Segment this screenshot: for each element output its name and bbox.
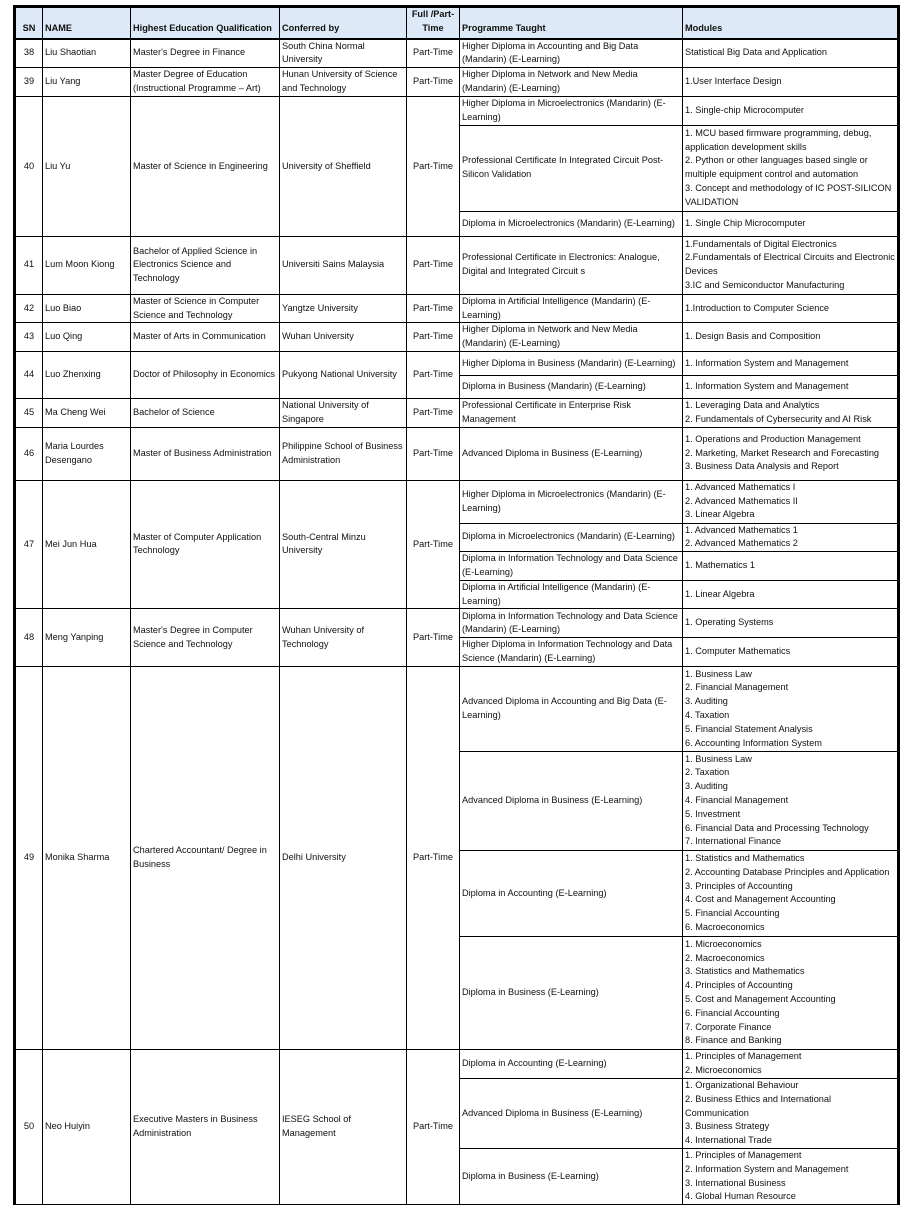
programme-cell: Higher Diploma in Microelectronics (Mandarin) (E-Learning) <box>460 97 683 126</box>
modules-cell <box>683 211 899 236</box>
modules-cell <box>683 323 899 352</box>
module-item: 1.Introduction to Computer Science <box>685 302 830 313</box>
module-item: 1. Design Basis and Composition <box>685 331 821 342</box>
programme-cell: Diploma in Microelectronics (Mandarin) (E-Learning) <box>460 211 683 236</box>
module-item: 1.User Interface Design <box>685 76 782 87</box>
qualification-cell: Master of Computer Application Technology <box>131 480 280 609</box>
conferred-by-cell: Delhi University <box>280 666 407 1049</box>
qualification-cell: Master of Business Administration <box>131 427 280 480</box>
conferred-by-cell: South China Normal University <box>280 39 407 68</box>
module-item: 7. Corporate Finance <box>685 1021 772 1032</box>
mode-cell: Part-Time <box>407 480 460 609</box>
name-cell: Mei Jun Hua <box>43 480 131 609</box>
table-row <box>15 323 899 352</box>
module-item: 3. Concept and methodology of IC POST-SILICON VALIDATION <box>685 183 892 207</box>
sn-cell: 42 <box>15 294 43 323</box>
header-mode: Full /Part-Time <box>407 7 460 39</box>
faculty-table <box>13 5 900 1205</box>
sn-cell: 41 <box>15 236 43 294</box>
header-programme: Programme Taught <box>460 7 683 39</box>
modules-cell <box>683 1148 899 1204</box>
name-cell: Ma Cheng Wei <box>43 398 131 427</box>
mode-cell: Part-Time <box>407 294 460 323</box>
table-row <box>15 480 899 523</box>
table-row <box>15 1049 899 1078</box>
module-item: 2. Python or other languages based single or multiple equipment control and automation <box>685 155 868 180</box>
module-item: 1. Linear Algebra <box>685 588 755 599</box>
conferred-by-cell: Wuhan University <box>280 323 407 352</box>
programme-cell: Advanced Diploma in Business (E-Learning) <box>460 427 683 480</box>
mode-cell: Part-Time <box>407 97 460 237</box>
module-item: 1. Operations and Production Management <box>685 433 861 444</box>
conferred-by-cell: National University of Singapore <box>280 398 407 427</box>
modules-cell <box>683 523 899 552</box>
name-cell: Neo Huiyin <box>43 1049 131 1204</box>
name-cell: Liu Yang <box>43 68 131 97</box>
header-qualification: Highest Education Qualification <box>131 7 280 39</box>
header-modules: Modules <box>683 7 899 39</box>
module-item: 1. Principles of Management <box>685 1149 802 1160</box>
module-item: 2. Accounting Database Principles and Application <box>685 866 890 877</box>
module-item: 3. Business Strategy <box>685 1121 770 1132</box>
module-item: 3. Statistics and Mathematics <box>685 966 805 977</box>
qualification-cell: Master's Degree in Computer Science and Technology <box>131 609 280 667</box>
conferred-by-cell: Philippine School of Business Administration <box>280 427 407 480</box>
modules-cell <box>683 125 899 211</box>
conferred-by-cell: Hunan University of Science and Technology <box>280 68 407 97</box>
name-cell: Meng Yanping <box>43 609 131 667</box>
header-sn: SN <box>15 7 43 39</box>
module-item: 2. Advanced Mathematics II <box>685 495 798 506</box>
qualification-cell: Chartered Accountant/ Degree in Business <box>131 666 280 1049</box>
programme-cell: Professional Certificate In Integrated Circuit Post-Silicon Validation <box>460 125 683 211</box>
table-row <box>15 294 899 323</box>
programme-cell: Diploma in Artificial Intelligence (Mandarin) (E-Learning) <box>460 294 683 323</box>
module-item: 1. Organizational Behaviour <box>685 1079 799 1090</box>
programme-cell: Professional Certificate in Enterprise Risk Management <box>460 398 683 427</box>
modules-cell <box>683 1049 899 1078</box>
module-item: 1. Leveraging Data and Analytics <box>685 399 820 410</box>
mode-cell: Part-Time <box>407 323 460 352</box>
module-item: 5. Cost and Management Accounting <box>685 993 836 1004</box>
name-cell: Lum Moon Kiong <box>43 236 131 294</box>
table-row <box>15 68 899 97</box>
name-cell: Luo Qing <box>43 323 131 352</box>
modules-cell <box>683 1078 899 1148</box>
programme-cell: Higher Diploma in Information Technology and Data Science (Mandarin) (E-Learning) <box>460 638 683 667</box>
module-item: 1. Information System and Management <box>685 381 849 392</box>
modules-cell <box>683 552 899 581</box>
module-item: 2. Microeconomics <box>685 1064 762 1075</box>
module-item: 4. Principles of Accounting <box>685 980 793 991</box>
sn-cell: 46 <box>15 427 43 480</box>
qualification-cell: Bachelor of Applied Science in Electronics Science and Technology <box>131 236 280 294</box>
programme-cell: Diploma in Information Technology and Data Science (Mandarin) (E-Learning) <box>460 609 683 638</box>
programme-cell: Advanced Diploma in Accounting and Big Data (E-Learning) <box>460 666 683 751</box>
sn-cell: 43 <box>15 323 43 352</box>
module-item: 1. Single-chip Microcomputer <box>685 105 804 116</box>
module-item: 1. Principles of Management <box>685 1051 802 1062</box>
module-item: 2. Financial Management <box>685 682 789 693</box>
header-conferred-by: Conferred by <box>280 7 407 39</box>
module-item: 3. Auditing <box>685 696 728 707</box>
module-item: 2. Business Ethics and International Communication <box>685 1093 832 1118</box>
module-item: 6. Accounting Information System <box>685 737 822 748</box>
module-item: 3. Auditing <box>685 781 728 792</box>
conferred-by-cell: South-Central Minzu University <box>280 480 407 609</box>
module-item: 1. Microeconomics <box>685 938 762 949</box>
modules-cell <box>683 97 899 126</box>
programme-cell: Advanced Diploma in Business (E-Learning) <box>460 751 683 850</box>
module-item: 1. Business Law <box>685 668 752 679</box>
modules-cell <box>683 480 899 523</box>
module-item: 1. Operating Systems <box>685 617 774 628</box>
module-item: 8. Finance and Banking <box>685 1035 782 1046</box>
table-row <box>15 39 899 68</box>
programme-cell: Diploma in Microelectronics (Mandarin) (E-Learning) <box>460 523 683 552</box>
sn-cell: 48 <box>15 609 43 667</box>
modules-cell <box>683 580 899 609</box>
name-cell: Liu Shaotian <box>43 39 131 68</box>
module-item: 4. Cost and Management Accounting <box>685 894 836 905</box>
mode-cell: Part-Time <box>407 427 460 480</box>
name-cell: Luo Biao <box>43 294 131 323</box>
module-item: 1. Business Law <box>685 753 752 764</box>
header-name: NAME <box>43 7 131 39</box>
modules-cell <box>683 850 899 936</box>
sn-cell: 45 <box>15 398 43 427</box>
module-item: 1. MCU based firmware programming, debug, application development skills <box>685 127 872 152</box>
programme-cell: Diploma in Information Technology and Data Science (E-Learning) <box>460 552 683 581</box>
name-cell: Liu Yu <box>43 97 131 237</box>
module-item: 7. International Finance <box>685 836 782 847</box>
sn-cell: 50 <box>15 1049 43 1204</box>
header-row <box>15 7 899 39</box>
qualification-cell: Bachelor of Science <box>131 398 280 427</box>
table-row <box>15 427 899 480</box>
module-item: 2. Advanced Mathematics 2 <box>685 538 798 549</box>
module-item: 2. Information System and Management <box>685 1163 849 1174</box>
module-item: 4. Global Human Resource <box>685 1191 796 1202</box>
module-item: 2.Fundamentals of Electrical Circuits and Electronic Devices <box>685 252 895 277</box>
qualification-cell: Executive Masters in Business Administration <box>131 1049 280 1204</box>
programme-cell: Higher Diploma in Microelectronics (Mandarin) (E-Learning) <box>460 480 683 523</box>
modules-cell <box>683 398 899 427</box>
sn-cell: 44 <box>15 351 43 398</box>
modules-cell <box>683 751 899 850</box>
programme-cell: Diploma in Artificial Intelligence (Mandarin) (E-Learning) <box>460 580 683 609</box>
table-row <box>15 609 899 638</box>
table-row <box>15 666 899 751</box>
mode-cell: Part-Time <box>407 398 460 427</box>
table-row <box>15 236 899 294</box>
name-cell: Monika Sharma <box>43 666 131 1049</box>
module-item: 1. Advanced Mathematics 1 <box>685 524 798 535</box>
conferred-by-cell: Yangtze University <box>280 294 407 323</box>
module-item: Statistical Big Data and Application <box>685 47 827 58</box>
module-item: 5. Financial Accounting <box>685 908 780 919</box>
module-item: 3. Principles of Accounting <box>685 880 793 891</box>
module-item: 4. Taxation <box>685 709 730 720</box>
module-item: 2. Taxation <box>685 767 730 778</box>
module-item: 6. Financial Accounting <box>685 1007 780 1018</box>
mode-cell: Part-Time <box>407 236 460 294</box>
programme-cell: Higher Diploma in Accounting and Big Data (Mandarin) (E-Learning) <box>460 39 683 68</box>
sn-cell: 49 <box>15 666 43 1049</box>
module-item: 1. Information System and Management <box>685 357 849 368</box>
module-item: 6. Macroeconomics <box>685 922 765 933</box>
module-item: 1. Advanced Mathematics I <box>685 481 796 492</box>
name-cell: Luo Zhenxing <box>43 351 131 398</box>
modules-cell <box>683 39 899 68</box>
sn-cell: 40 <box>15 97 43 237</box>
module-item: 3. Business Data Analysis and Report <box>685 461 839 472</box>
module-item: 1. Statistics and Mathematics <box>685 853 805 864</box>
module-item: 1. Mathematics 1 <box>685 560 755 571</box>
module-item: 1. Single Chip Microcomputer <box>685 217 806 228</box>
programme-cell: Higher Diploma in Business (Mandarin) (E-Learning) <box>460 351 683 375</box>
module-item: 5. Investment <box>685 808 741 819</box>
programme-cell: Higher Diploma in Network and New Media (Mandarin) (E-Learning) <box>460 323 683 352</box>
programme-cell: Advanced Diploma in Business (E-Learning) <box>460 1078 683 1148</box>
module-item: 5. Financial Statement Analysis <box>685 723 813 734</box>
conferred-by-cell: Universiti Sains Malaysia <box>280 236 407 294</box>
module-item: 2. Marketing, Market Research and Forecasting <box>685 447 880 458</box>
qualification-cell: Master of Science in Computer Science and Technology <box>131 294 280 323</box>
programme-cell: Higher Diploma in Network and New Media (Mandarin) (E-Learning) <box>460 68 683 97</box>
qualification-cell: Master of Arts in Communication <box>131 323 280 352</box>
programme-cell: Diploma in Business (Mandarin) (E-Learning) <box>460 375 683 398</box>
sn-cell: 47 <box>15 480 43 609</box>
modules-cell <box>683 375 899 398</box>
table-row <box>15 97 899 126</box>
module-item: 3.IC and Semiconductor Manufacturing <box>685 280 845 291</box>
modules-cell <box>683 236 899 294</box>
modules-cell <box>683 68 899 97</box>
programme-cell: Diploma in Accounting (E-Learning) <box>460 850 683 936</box>
conferred-by-cell: IESEG School of Management <box>280 1049 407 1204</box>
modules-cell <box>683 936 899 1049</box>
table-row <box>15 351 899 375</box>
mode-cell: Part-Time <box>407 609 460 667</box>
module-item: 3. International Business <box>685 1177 786 1188</box>
programme-cell: Diploma in Business (E-Learning) <box>460 1148 683 1204</box>
qualification-cell: Master's Degree in Finance <box>131 39 280 68</box>
modules-cell <box>683 351 899 375</box>
mode-cell: Part-Time <box>407 68 460 97</box>
qualification-cell: Master Degree of Education (Instructional Programme – Art) <box>131 68 280 97</box>
module-item: 4. International Trade <box>685 1135 772 1146</box>
mode-cell: Part-Time <box>407 1049 460 1204</box>
mode-cell: Part-Time <box>407 666 460 1049</box>
programme-cell: Diploma in Accounting (E-Learning) <box>460 1049 683 1078</box>
modules-cell <box>683 666 899 751</box>
sn-cell: 38 <box>15 39 43 68</box>
mode-cell: Part-Time <box>407 351 460 398</box>
modules-cell <box>683 294 899 323</box>
conferred-by-cell: Wuhan University of Technology <box>280 609 407 667</box>
module-item: 1. Computer Mathematics <box>685 646 791 657</box>
module-item: 2. Macroeconomics <box>685 952 765 963</box>
programme-cell: Professional Certificate in Electronics: Analogue, Digital and Integrated Circuit s <box>460 236 683 294</box>
module-item: 3. Linear Algebra <box>685 509 755 520</box>
modules-cell <box>683 609 899 638</box>
modules-cell <box>683 427 899 480</box>
module-item: 6. Financial Data and Processing Technology <box>685 822 869 833</box>
conferred-by-cell: University of Sheffield <box>280 97 407 237</box>
qualification-cell: Doctor of Philosophy in Economics <box>131 351 280 398</box>
module-item: 2. Fundamentals of Cybersecurity and AI Risk <box>685 413 872 424</box>
module-item: 4. Financial Management <box>685 795 789 806</box>
table-row <box>15 398 899 427</box>
name-cell: Maria Lourdes Desengano <box>43 427 131 480</box>
mode-cell: Part-Time <box>407 39 460 68</box>
conferred-by-cell: Pukyong National University <box>280 351 407 398</box>
programme-cell: Diploma in Business (E-Learning) <box>460 936 683 1049</box>
module-item: 1.Fundamentals of Digital Electronics <box>685 238 837 249</box>
table-body <box>15 39 899 1205</box>
sn-cell: 39 <box>15 68 43 97</box>
modules-cell <box>683 638 899 667</box>
qualification-cell: Master of Science in Engineering <box>131 97 280 237</box>
